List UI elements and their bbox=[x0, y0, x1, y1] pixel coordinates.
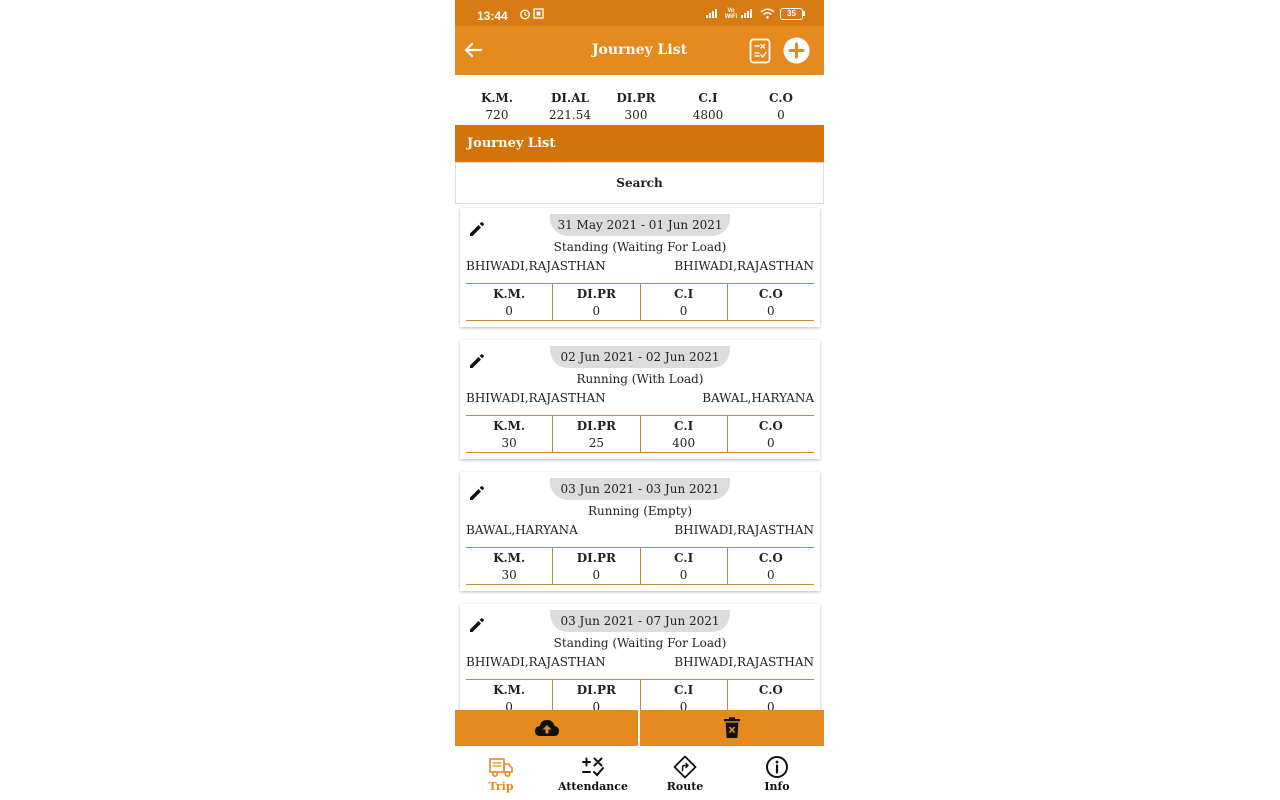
journey-dates: 03 Jun 2021 - 07 Jun 2021 bbox=[550, 610, 730, 632]
stat-value: 0 bbox=[767, 436, 775, 450]
info-icon bbox=[765, 755, 789, 779]
journey-status: Standing (Waiting For Load) bbox=[553, 636, 727, 650]
battery-level: 35 bbox=[787, 9, 796, 18]
stat-ci bbox=[640, 548, 727, 584]
journey-to: BHIWADI,RAJASTHAN bbox=[674, 523, 814, 537]
summary-totals bbox=[455, 90, 824, 126]
journey-stats bbox=[466, 679, 814, 710]
stat-value: 0 bbox=[592, 304, 601, 318]
action-bar bbox=[455, 710, 824, 746]
nav-label: Info bbox=[764, 780, 790, 793]
journey-dates: 02 Jun 2021 - 02 Jun 2021 bbox=[550, 346, 730, 368]
stat-value: 0 bbox=[679, 700, 688, 710]
page-title: Journey List bbox=[591, 42, 688, 58]
edit-icon[interactable] bbox=[468, 616, 486, 634]
summary-value: 4800 bbox=[692, 108, 724, 122]
journey-card[interactable] bbox=[460, 340, 820, 459]
journey-stats bbox=[466, 283, 814, 321]
stat-ci bbox=[640, 284, 727, 320]
stat-label: DI.PR bbox=[576, 683, 616, 697]
summary-dipr bbox=[601, 90, 671, 124]
stat-label: C.I bbox=[674, 551, 694, 565]
summary-dial bbox=[535, 90, 605, 124]
stat-value: 0 bbox=[767, 700, 775, 710]
edit-icon[interactable] bbox=[468, 352, 486, 370]
stat-label: C.I bbox=[674, 287, 694, 301]
route-icon bbox=[673, 755, 697, 779]
stat-dipr bbox=[552, 680, 639, 710]
stat-dipr bbox=[552, 548, 639, 584]
journey-dates: 03 Jun 2021 - 03 Jun 2021 bbox=[550, 478, 730, 500]
journey-card[interactable] bbox=[460, 604, 820, 710]
journey-dates: 31 May 2021 - 01 Jun 2021 bbox=[550, 214, 730, 236]
stat-value: 0 bbox=[592, 700, 601, 710]
journey-stats bbox=[466, 547, 814, 585]
stat-label: K.M. bbox=[493, 551, 526, 565]
stat-km bbox=[466, 680, 552, 710]
summary-value: 0 bbox=[777, 108, 785, 122]
stat-value: 400 bbox=[672, 436, 696, 450]
stat-label: C.I bbox=[674, 419, 694, 433]
journey-card[interactable] bbox=[460, 472, 820, 591]
stat-dipr bbox=[552, 284, 639, 320]
battery-tip bbox=[803, 11, 805, 16]
stat-co bbox=[727, 416, 814, 452]
bottom-nav bbox=[455, 746, 824, 800]
stat-label: C.O bbox=[758, 287, 783, 301]
battery-icon bbox=[780, 8, 803, 20]
stat-dipr bbox=[552, 416, 639, 452]
summary-value: 221.54 bbox=[549, 108, 591, 122]
summary-value: 300 bbox=[624, 108, 648, 122]
summary-label: DI.PR bbox=[616, 91, 656, 105]
status-time: 13:44 bbox=[477, 9, 508, 23]
stat-ci bbox=[640, 416, 727, 452]
journey-status: Standing (Waiting For Load) bbox=[553, 240, 727, 254]
status-bar bbox=[455, 0, 824, 26]
wifi-icon bbox=[760, 8, 775, 19]
edit-icon[interactable] bbox=[468, 220, 486, 238]
summary-co bbox=[746, 90, 816, 124]
stat-value: 0 bbox=[505, 304, 513, 318]
attendance-icon bbox=[581, 755, 605, 779]
journey-from: BAWAL,HARYANA bbox=[466, 523, 578, 537]
phone-screen bbox=[455, 0, 824, 800]
journey-from: BHIWADI,RAJASTHAN bbox=[466, 259, 606, 273]
journey-stats bbox=[466, 415, 814, 453]
journey-to: BHIWADI,RAJASTHAN bbox=[674, 259, 814, 273]
stat-value: 30 bbox=[501, 436, 517, 450]
notification-icon bbox=[533, 8, 544, 19]
vowifi-label: Vo WiFi bbox=[724, 8, 738, 20]
nav-label: Route bbox=[666, 780, 704, 793]
stat-label: C.O bbox=[758, 551, 783, 565]
stat-value: 0 bbox=[767, 304, 775, 318]
stat-value: 0 bbox=[767, 568, 775, 582]
stat-label: DI.PR bbox=[576, 287, 616, 301]
summary-label: K.M. bbox=[480, 91, 514, 105]
stat-value: 0 bbox=[505, 700, 513, 710]
cloud-upload-icon bbox=[534, 717, 560, 739]
signal-icon bbox=[706, 8, 720, 18]
journey-to: BAWAL,HARYANA bbox=[702, 391, 814, 405]
stat-km bbox=[466, 416, 552, 452]
section-header bbox=[455, 125, 824, 162]
edit-icon[interactable] bbox=[468, 484, 486, 502]
stat-label: K.M. bbox=[493, 683, 526, 697]
delete-icon bbox=[723, 717, 741, 739]
summary-km bbox=[462, 90, 532, 124]
stat-km bbox=[466, 548, 552, 584]
summary-value: 720 bbox=[485, 108, 509, 122]
journey-status: Running (With Load) bbox=[576, 372, 704, 386]
journey-status: Running (Empty) bbox=[587, 504, 693, 518]
stat-value: 30 bbox=[501, 568, 517, 582]
stat-value: 25 bbox=[588, 436, 605, 450]
stat-km bbox=[466, 284, 552, 320]
summary-label: C.I bbox=[698, 91, 718, 105]
stat-value: 0 bbox=[679, 568, 688, 582]
stat-value: 0 bbox=[679, 304, 688, 318]
nav-route[interactable] bbox=[639, 746, 731, 800]
upload-button[interactable] bbox=[455, 710, 638, 746]
signal-2-icon bbox=[741, 8, 755, 18]
stat-co bbox=[727, 284, 814, 320]
journey-to: BHIWADI,RAJASTHAN bbox=[674, 655, 814, 669]
stat-co bbox=[727, 548, 814, 584]
stat-value: 0 bbox=[592, 568, 601, 582]
nav-label: Attendance bbox=[557, 780, 628, 793]
summary-ci bbox=[673, 90, 743, 124]
journey-from: BHIWADI,RAJASTHAN bbox=[466, 655, 606, 669]
nav-trip[interactable] bbox=[455, 746, 547, 800]
calculator-icon[interactable] bbox=[749, 38, 771, 64]
truck-icon bbox=[489, 755, 513, 779]
stat-co bbox=[727, 680, 814, 710]
stat-ci bbox=[640, 680, 727, 710]
search-button[interactable]: Search bbox=[455, 162, 824, 204]
delete-button[interactable] bbox=[640, 710, 824, 746]
journey-card[interactable] bbox=[460, 208, 820, 327]
stat-label: C.I bbox=[674, 683, 694, 697]
stat-label: DI.PR bbox=[576, 419, 616, 433]
stat-label: DI.PR bbox=[576, 551, 616, 565]
stat-label: K.M. bbox=[493, 419, 526, 433]
journey-from: BHIWADI,RAJASTHAN bbox=[466, 391, 606, 405]
summary-label: DI.AL bbox=[551, 91, 589, 105]
nav-label: Trip bbox=[488, 780, 514, 793]
add-journey-button[interactable] bbox=[783, 37, 810, 64]
summary-label: C.O bbox=[769, 91, 793, 105]
nav-info[interactable] bbox=[731, 746, 823, 800]
alarm-icon bbox=[519, 8, 531, 20]
journey-list bbox=[455, 204, 824, 710]
stat-label: C.O bbox=[758, 419, 783, 433]
nav-attendance[interactable] bbox=[547, 746, 639, 800]
stat-label: K.M. bbox=[493, 287, 526, 301]
app-bar bbox=[455, 26, 824, 75]
stat-label: C.O bbox=[758, 683, 783, 697]
section-title: Journey List bbox=[467, 136, 556, 151]
